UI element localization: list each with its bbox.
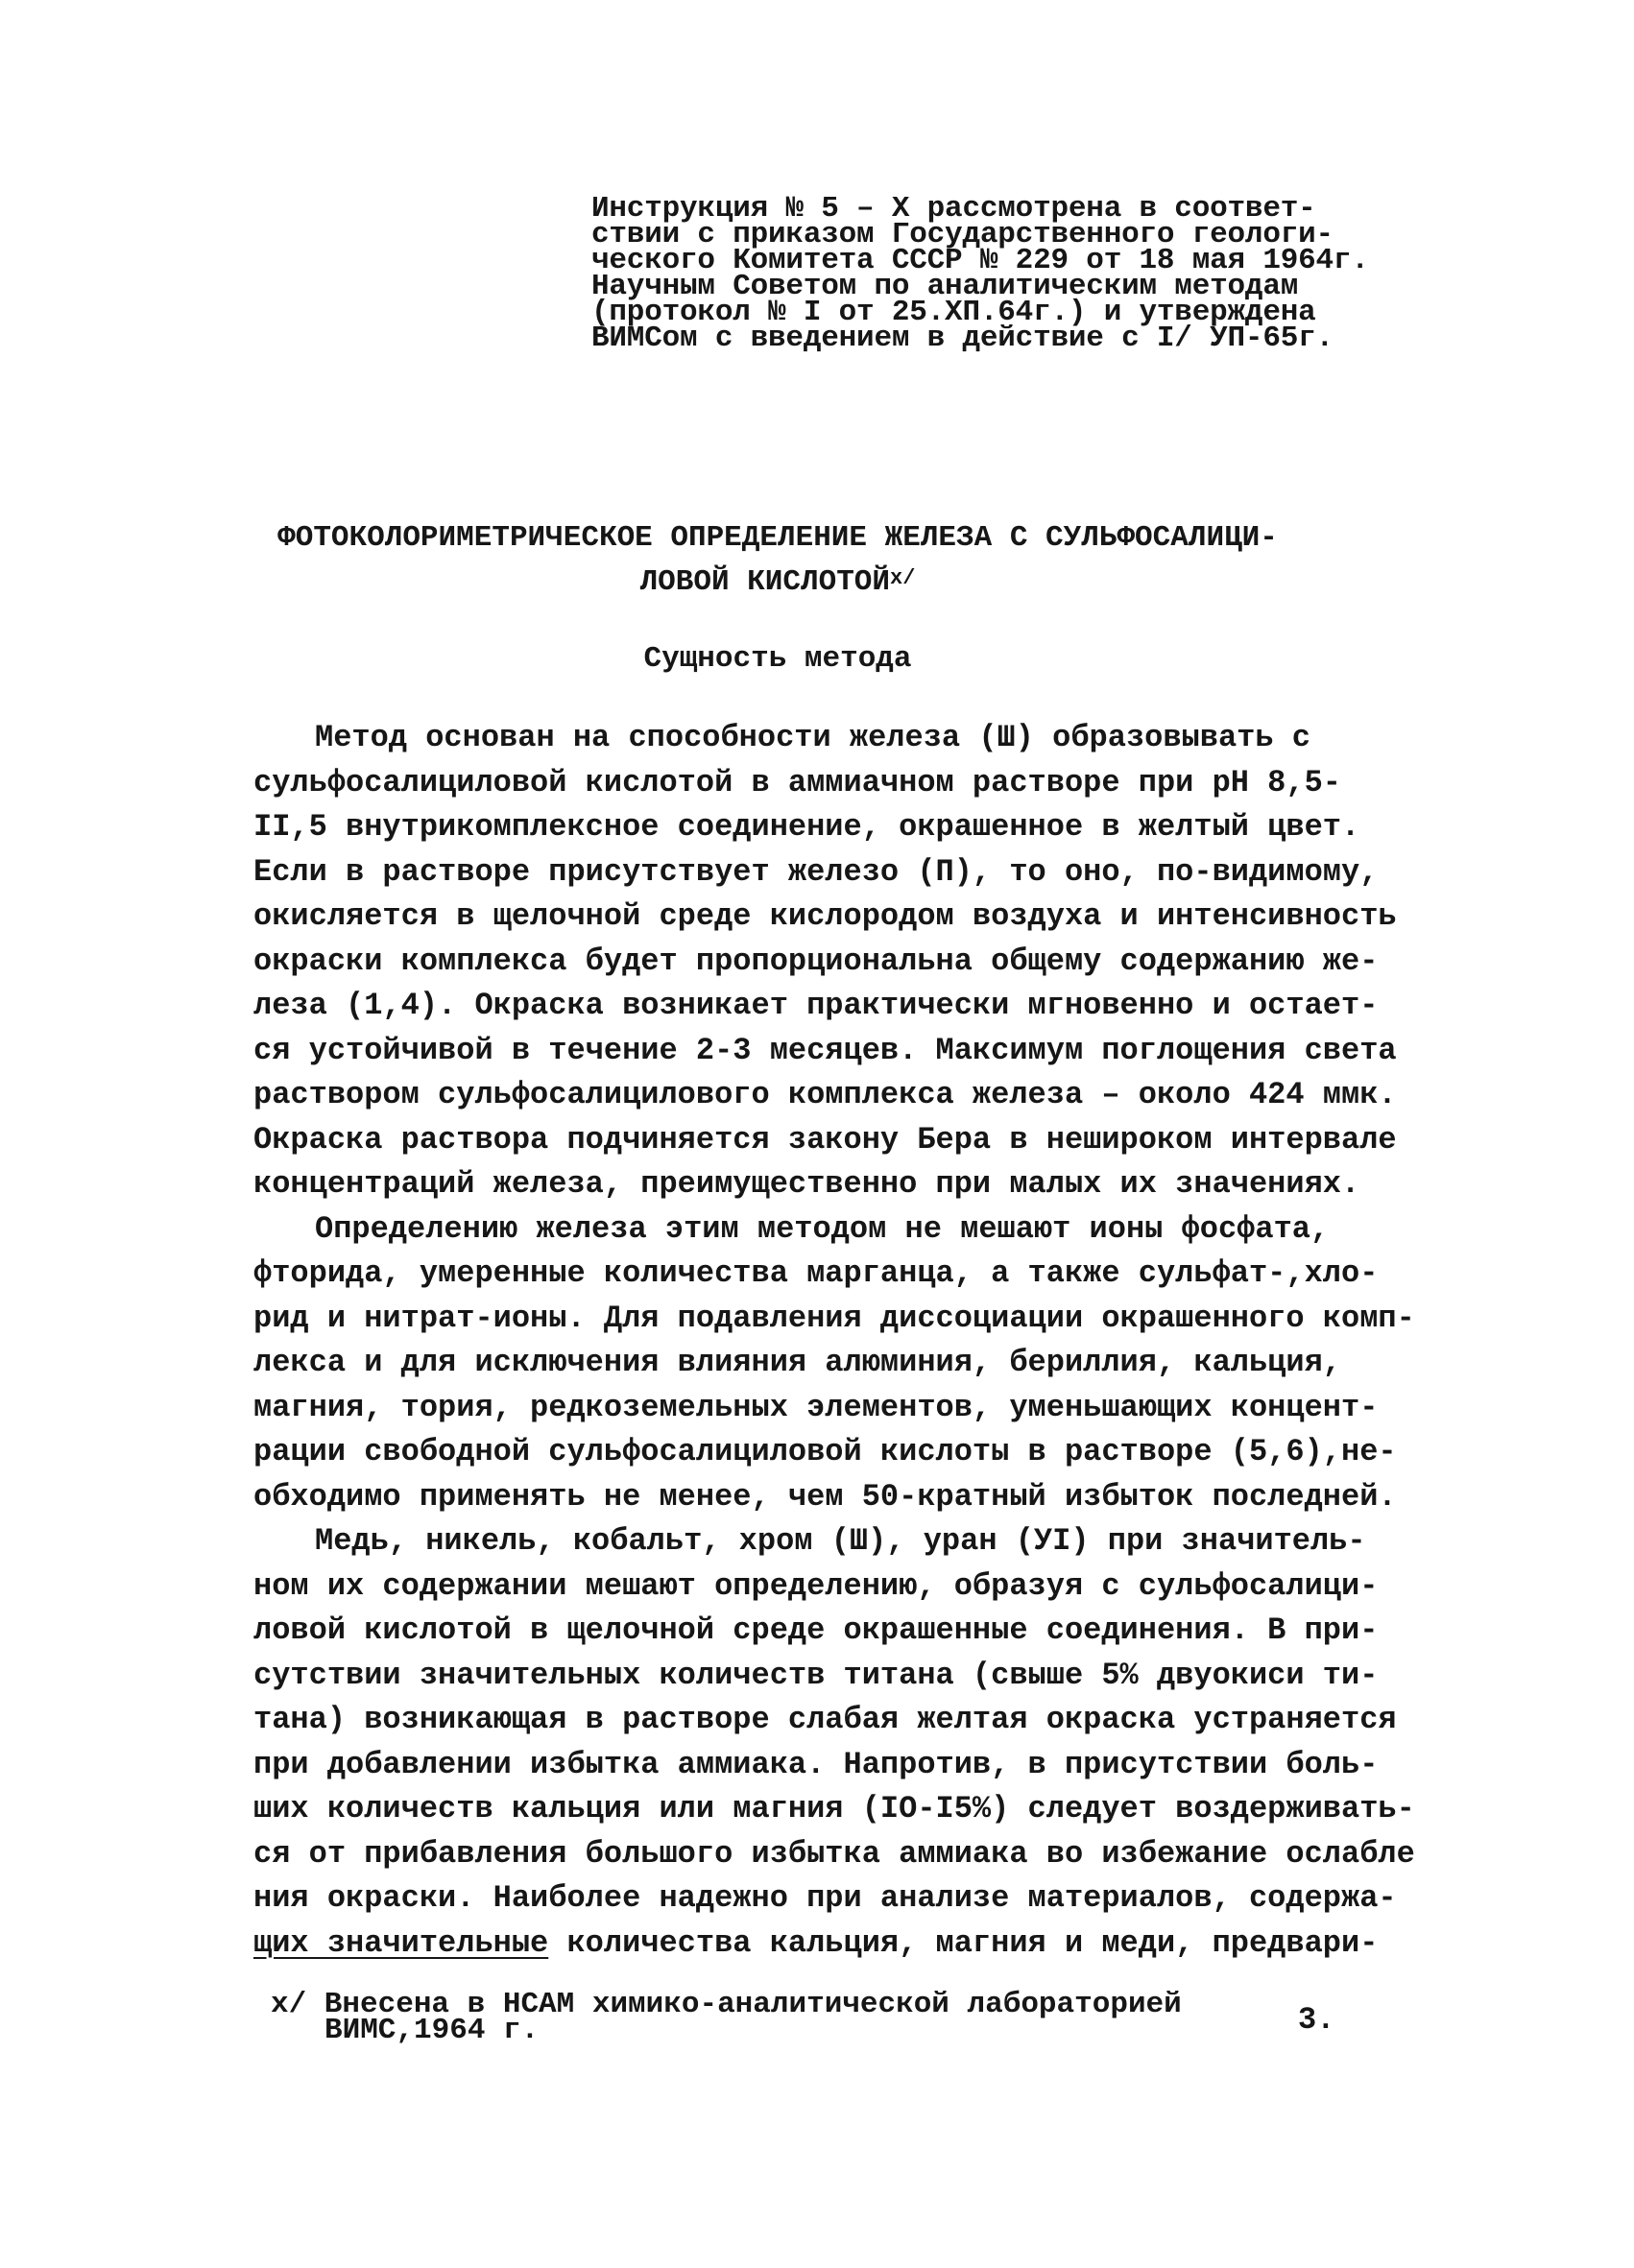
approval-note-line: ческого Комитета СССР № 229 от 18 мая 1964г.	[591, 244, 1369, 277]
body-line: Метод основан на способности железа (Ш) образовывать с	[315, 720, 1310, 755]
body-line: Определению железа этим методом не мешают ионы фосфата,	[315, 1210, 1330, 1247]
body-text	[253, 716, 1415, 1966]
body-line: при добавлении избытка аммиака. Напротив, в присутствии боль-	[253, 1746, 1379, 1782]
body-line: обходимо применять не менее, чем 50-кратный избыток последней.	[253, 1478, 1397, 1515]
body-line: окисляется в щелочной среде кислородом воздуха и интенсивность	[253, 898, 1397, 934]
body-line: окраски комплекса будет пропорциональна общему содержанию же-	[253, 943, 1379, 979]
body-line: сульфосалициловой кислотой в аммиачном растворе при рН 8,5-	[253, 764, 1341, 800]
body-line: ших количеств кальция или магния (IO-I5%) следует воздерживать-	[253, 1791, 1415, 1826]
body-line: сутствии значительных количеств титана (свыше 5% двуокиси ти-	[253, 1657, 1379, 1693]
approval-note-line: (протокол № I от 25.ХП.64г.) и утверждена	[591, 296, 1316, 329]
body-line: рид и нитрат-ионы. Для подавления диссоциации окрашенного комп-	[253, 1300, 1415, 1336]
page-number: 3.	[1298, 2002, 1335, 2038]
approval-note	[591, 192, 1551, 355]
approval-note-line: ствии с приказом Государственного геологи-	[591, 218, 1334, 251]
body-line: ния окраски. Наиболее надежно при анализе материалов, содержа-	[253, 1880, 1397, 1916]
section-heading: Сущность метода	[643, 642, 912, 676]
body-line-last-rest: количества кальция, магния и меди, предвари-	[548, 1924, 1379, 1961]
body-line: Если в растворе присутствует железо (П), то оно, по-видимому,	[253, 853, 1379, 890]
body-line: ся устойчивой в течение 2-3 месяцев. Максимум поглощения света	[253, 1032, 1397, 1068]
approval-note-line: ВИМСом с введением в действие с I/ УП-65г.	[591, 322, 1334, 355]
title-line-2	[0, 561, 1555, 607]
body-line: Окраска раствора подчиняется закону Бера в нешироком интервале	[253, 1121, 1397, 1158]
body-line: ловой кислотой в щелочной среде окрашенные соединения. В при-	[253, 1612, 1379, 1648]
body-line: фторида, умеренные количества марганца, а также сульфат-,хло-	[253, 1255, 1379, 1291]
title-footnote-mark: x/	[890, 566, 916, 590]
underlined-phrase: щих значительные	[253, 1924, 549, 1961]
document-title	[0, 516, 1555, 607]
body-line: Медь, никель, кобальт, хром (Ш), уран (УI) при значитель-	[315, 1523, 1366, 1559]
body-line: II,5 внутрикомплексное соединение, окрашенное в желтый цвет.	[253, 809, 1360, 845]
body-line: рации свободной сульфосалициловой кислоты в растворе (5,6),не-	[253, 1434, 1397, 1469]
footnote-line-2: ВИМС,1964 г.	[324, 2014, 540, 2047]
body-line: раствором сульфосалицилового комплекса железа – около 424 ммк.	[253, 1077, 1397, 1112]
approval-note-line: Научным Советом по аналитическим методам	[591, 270, 1299, 303]
body-line-last	[253, 1922, 1415, 1967]
body-line: концентраций железа, преимущественно при малых их значениях.	[253, 1166, 1360, 1202]
footnote-line-1: x/ Внесена в НСАМ химико-аналитической лабораторией	[271, 1988, 1182, 2021]
body-line: ном их содержании мешают определению, образуя с сульфосалици-	[253, 1567, 1379, 1604]
approval-note-line: Инструкция № 5 – Х рассмотрена в соответ-	[591, 192, 1316, 226]
body-line: леза (1,4). Окраска возникает практически мгновенно и остает-	[253, 988, 1379, 1023]
body-line: тана) возникающая в растворе слабая желтая окраска устраняется	[253, 1702, 1397, 1737]
title-line-1: ФОТОКОЛОРИМЕТРИЧЕСКОЕ ОПРЕДЕЛЕНИЕ ЖЕЛЕЗА С СУЛЬФОСАЛИЦИ-	[277, 521, 1278, 555]
body-line: магния, тория, редкоземельных элементов, уменьшающих концент-	[253, 1389, 1379, 1425]
body-line: ся от прибавления большого избытка аммиака во избежание ослабле	[253, 1835, 1415, 1872]
body-line: лекса и для исключения влияния алюминия, бериллия, кальция,	[253, 1345, 1341, 1380]
footnote	[271, 1988, 1327, 2047]
title-line-2-text: ЛОВОЙ КИСЛОТОЙ	[639, 565, 891, 599]
